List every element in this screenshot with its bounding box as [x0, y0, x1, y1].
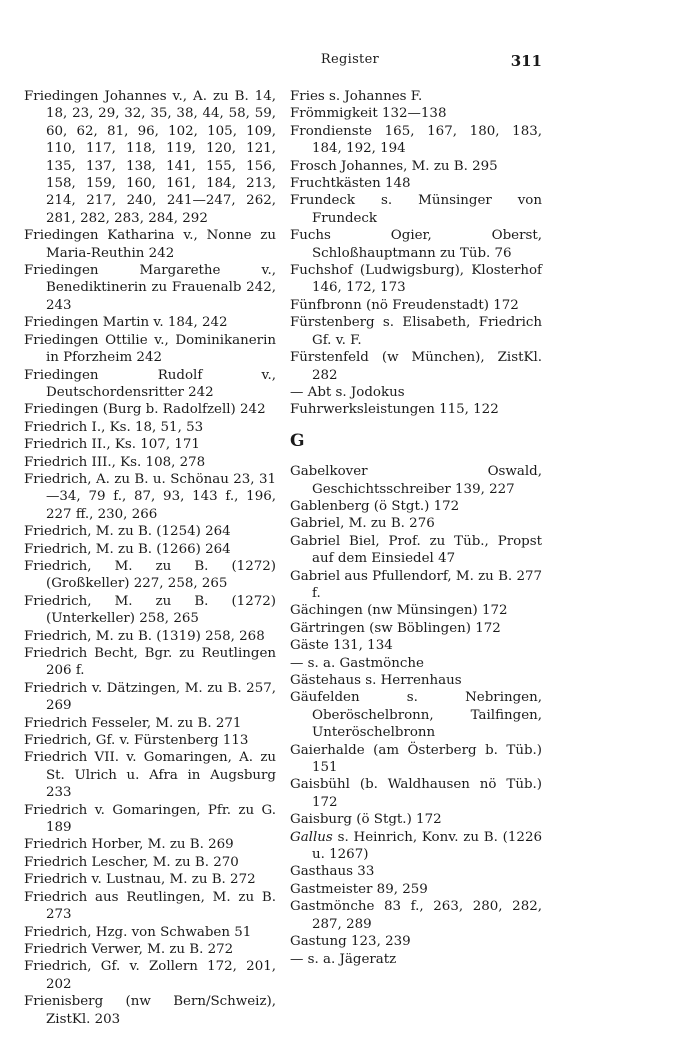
- index-entry: Friedrich, M. zu B. (1272) (Unterkeller) 258, 265: [24, 593, 276, 627]
- index-entry: Friedrich, M. zu B. (1254) 264: [24, 524, 231, 540]
- index-entry: Friedrich III., Ks. 108, 278: [24, 454, 206, 470]
- entry-text: s. Heinrich, Konv. zu B. (1226 u. 1267): [312, 829, 542, 863]
- section-letter-heading: G: [290, 430, 305, 451]
- index-entry: Friedrich Lescher, M. zu B. 270: [24, 854, 239, 870]
- index-entry: Gaisbühl (b. Waldhausen nö Tüb.) 172: [290, 777, 542, 810]
- index-column-left: [24, 88, 276, 1028]
- index-entry: Friedingen Ottilie v., Dominikanerin in Pforzheim 242: [24, 332, 276, 366]
- index-entry: Friedrich, Gf. v. Zollern 172, 201, 202: [24, 959, 276, 992]
- index-entry: Friedrich v. Lustnau, M. zu B. 272: [24, 872, 256, 888]
- index-entry: Fünfbronn (nö Freudenstadt) 172: [290, 297, 519, 313]
- index-entry: Fürstenfeld (w München), ZistKl. 282: [290, 350, 542, 383]
- index-entry: Friedrich v. Gomaringen, Pfr. zu G. 189: [24, 802, 276, 836]
- index-entry: Friedrich, M. zu B. (1266) 264: [24, 541, 231, 557]
- index-section-g: [290, 463, 542, 968]
- index-entry: Gastmeister 89, 259: [290, 881, 428, 897]
- index-section-f: [290, 88, 542, 419]
- running-head: Register: [320, 52, 380, 67]
- index-entry: Friedrich, A. zu B. u. Schönau 23, 31—34, 79 f., 87, 93, 143 f., 196, 227 ff., 230, 266: [24, 471, 276, 522]
- index-entry: Frondienste 165, 167, 180, 183, 184, 192, 194: [290, 123, 542, 157]
- index-entry: Gabriel, M. zu B. 276: [290, 516, 435, 532]
- index-entry: Gastmönche 83 f., 263, 280, 282, 287, 289: [290, 899, 542, 932]
- index-entry: Friedrich, M. zu B. (1272) (Großkeller) 227, 258, 265: [24, 558, 276, 592]
- index-entry: Friedrich aus Reutlingen, M. zu B. 273: [24, 889, 276, 923]
- index-entry: Gaierhalde (am Österberg b. Tüb.) 151: [290, 742, 542, 776]
- index-entry: — s. a. Jägeratz: [290, 951, 397, 967]
- index-entry: — s. a. Gastmönche: [290, 655, 424, 671]
- index-entry: Friedrich Becht, Bgr. zu Reutlingen 206 f.: [24, 646, 276, 679]
- index-entry: Friedingen Johannes v., A. zu B. 14, 18, 23, 29, 32, 35, 38, 44, 58, 59, 60, 62, 81, 96, 102, 105, 109, 110, 117, 118, 119, 120, 121, 135, 137, 138, 141, 155, 156, 158, 159, 160, 161, 184, 213, 214, 217, 240, 241—247, 262, 281, 282, 283, 284, 292: [24, 89, 276, 226]
- index-entry: Fries s. Johannes F.: [290, 89, 423, 104]
- index-entry: Gäufelden s. Nebringen, Oberöschelbronn, Tailfingen, Unteröschelbronn: [290, 690, 542, 741]
- index-entry: Friedrich, Gf. v. Fürstenberg 113: [24, 733, 249, 749]
- index-entry: Gästehaus s. Herrenhaus: [290, 673, 462, 688]
- index-entry: Frienisberg (nw Bern/Schweiz), ZistKl. 203: [24, 994, 276, 1027]
- index-entry: Friedingen Martin v. 184, 242: [24, 315, 228, 331]
- index-entry: Gächingen (nw Münsingen) 172: [290, 603, 508, 619]
- index-entry: Gärtringen (sw Böblingen) 172: [290, 620, 501, 636]
- index-entry: Friedrich, Hzg. von Schwaben 51: [24, 924, 252, 940]
- index-entry: Gasthaus 33: [290, 864, 375, 880]
- page-number: 311: [510, 52, 542, 70]
- index-entry: Fuchshof (Ludwigsburg), Klosterhof 146, 172, 173: [290, 263, 542, 296]
- index-entry: Friedrich I., Ks. 18, 51, 53: [24, 419, 204, 435]
- index-entry: Fürstenberg s. Elisabeth, Friedrich Gf. v. F.: [290, 315, 542, 348]
- index-entry: Fuhrwerksleistungen 115, 122: [290, 402, 499, 418]
- entry-italic-term: Gallus: [290, 829, 333, 845]
- index-entry: Gastung 123, 239: [290, 934, 411, 950]
- index-entry: Gabriel Biel, Prof. zu Tüb., Propst auf dem Einsiedel 47: [290, 533, 542, 567]
- index-entry: — Abt s. Jodokus: [290, 384, 405, 400]
- index-entry: Frömmigkeit 132—138: [290, 106, 447, 122]
- index-entry: Friedrich Fesseler, M. zu B. 271: [24, 715, 242, 731]
- index-entry: Fruchtkästen 148: [290, 176, 411, 192]
- index-entry: Gabelkover Oswald, Geschichtsschreiber 139, 227: [290, 464, 542, 497]
- index-entry: Gäste 131, 134: [290, 638, 393, 654]
- index-entry: Frundeck s. Münsinger von Frundeck: [290, 193, 542, 226]
- index-entry: Gabriel aus Pfullendorf, M. zu B. 277 f.: [290, 568, 542, 601]
- index-entry: Gaisburg (ö Stgt.) 172: [290, 812, 442, 828]
- index-entry: Frosch Johannes, M. zu B. 295: [290, 158, 498, 174]
- index-entry: Friedrich, M. zu B. (1319) 258, 268: [24, 628, 265, 644]
- index-entry: Friedingen (Burg b. Radolfzell) 242: [24, 402, 266, 418]
- index-entry: Friedingen Margarethe v., Benediktinerin zu Frauenalb 242, 243: [24, 263, 276, 313]
- index-entry: Friedingen Rudolf v., Deutschordensritter 242: [24, 367, 276, 400]
- index-entry: Friedrich II., Ks. 107, 171: [24, 437, 200, 453]
- index-entry: Friedrich Horber, M. zu B. 269: [24, 837, 234, 853]
- index-entry: Friedrich VII. v. Gomaringen, A. zu St. Ulrich u. Afra in Augsburg 233: [24, 750, 276, 801]
- index-entry: Gablenberg (ö Stgt.) 172: [290, 498, 460, 514]
- index-entry-gallus: [290, 829, 542, 864]
- index-entry: Friedrich v. Dätzingen, M. zu B. 257, 269: [24, 680, 276, 714]
- index-entry: Fuchs Ogier, Oberst, Schloßhauptmann zu Tüb. 76: [290, 228, 542, 261]
- index-column-right: [290, 88, 542, 968]
- index-entry: Friedrich Verwer, M. zu B. 272: [24, 941, 234, 957]
- index-entry: Friedingen Katharina v., Nonne zu Maria-Reuthin 242: [24, 228, 276, 261]
